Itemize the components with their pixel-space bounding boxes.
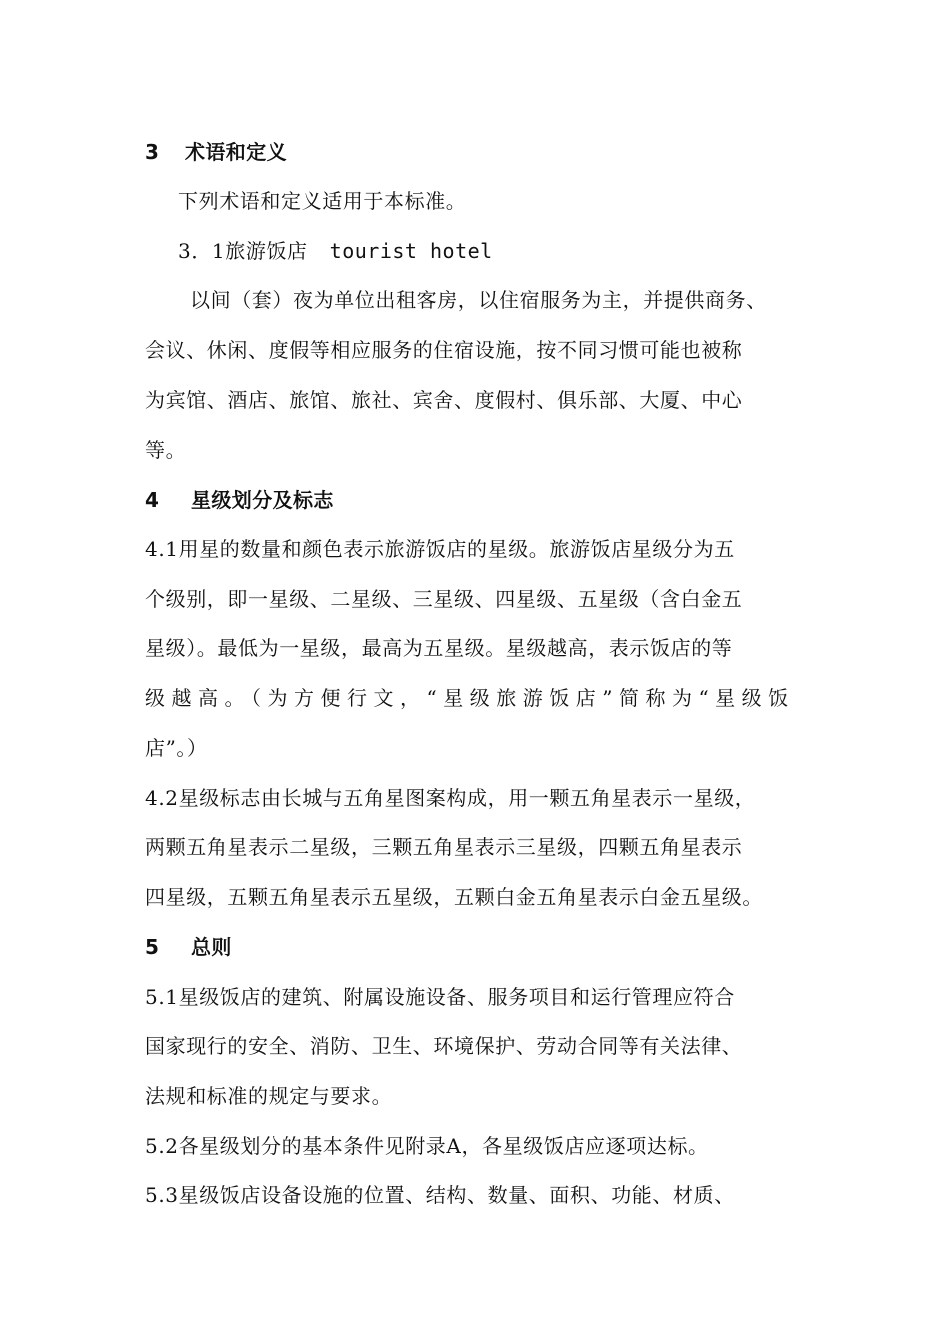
section-4-title: 星级划分及标志	[191, 488, 334, 512]
section-5-number: 5	[145, 935, 160, 959]
para-5-2: 5.2各星级划分的基本条件见附录A，各星级饭店应逐项达标。	[145, 1134, 709, 1158]
section-3-number: 3	[145, 140, 160, 164]
section-4-number: 4	[145, 488, 160, 512]
section-3-intro: 下列术语和定义适用于本标准。	[178, 189, 467, 213]
para-4-1-line-4: 级越高。（为方便行文，“星级旅游饭店”简称为“星级饭	[145, 686, 795, 710]
para-4-2-line-3: 四星级，五颗五角星表示五星级，五颗白金五角星表示白金五星级。	[145, 885, 763, 909]
para-5-1-line-1: 5.1星级饭店的建筑、附属设施设备、服务项目和运行管理应符合	[145, 985, 735, 1009]
definition-line-4: 等。	[145, 438, 187, 462]
para-5-1-line-3: 法规和标准的规定与要求。	[145, 1084, 393, 1108]
definition-line-2: 会议、休闲、度假等相应服务的住宿设施，按不同习惯可能也被称	[145, 338, 743, 362]
para-4-1-line-1: 4.1用星的数量和颜色表示旅游饭店的星级。旅游饭店星级分为五	[145, 537, 735, 561]
section-5-title: 总则	[191, 935, 232, 959]
para-5-1-line-2: 国家现行的安全、消防、卫生、环境保护、劳动合同等有关法律、	[145, 1034, 743, 1058]
section-5-heading	[145, 933, 810, 961]
definition-line-1: 以间（套）夜为单位出租客房，以住宿服务为主，并提供商务、	[190, 288, 767, 312]
subsection-3-1-label: 3．1旅游饭店	[178, 239, 308, 263]
para-4-1-line-5: 店”。）	[145, 736, 208, 760]
para-4-2-line-1: 4.2星级标志由长城与五角星图案构成，用一颗五角星表示一星级，	[145, 786, 756, 810]
para-4-1-line-2: 个级别，即一星级、二星级、三星级、四星级、五星级（含白金五	[145, 587, 743, 611]
section-3-heading	[145, 138, 810, 166]
para-4-2-line-2: 两颗五角星表示二星级，三颗五角星表示三星级，四颗五角星表示	[145, 835, 743, 859]
para-5-3-line-1: 5.3星级饭店设备设施的位置、结构、数量、面积、功能、材质、	[145, 1183, 735, 1207]
definition-line-3: 为宾馆、酒店、旅馆、旅社、宾舍、度假村、俱乐部、大厦、中心	[145, 388, 743, 412]
subsection-3-1-english: tourist hotel	[329, 239, 493, 263]
section-4-heading	[145, 486, 810, 514]
subsection-3-1-heading	[178, 237, 843, 265]
para-4-1-line-3: 星级）。最低为一星级，最高为五星级。星级越高，表示饭店的等	[145, 636, 733, 660]
section-3-title: 术语和定义	[185, 140, 287, 164]
